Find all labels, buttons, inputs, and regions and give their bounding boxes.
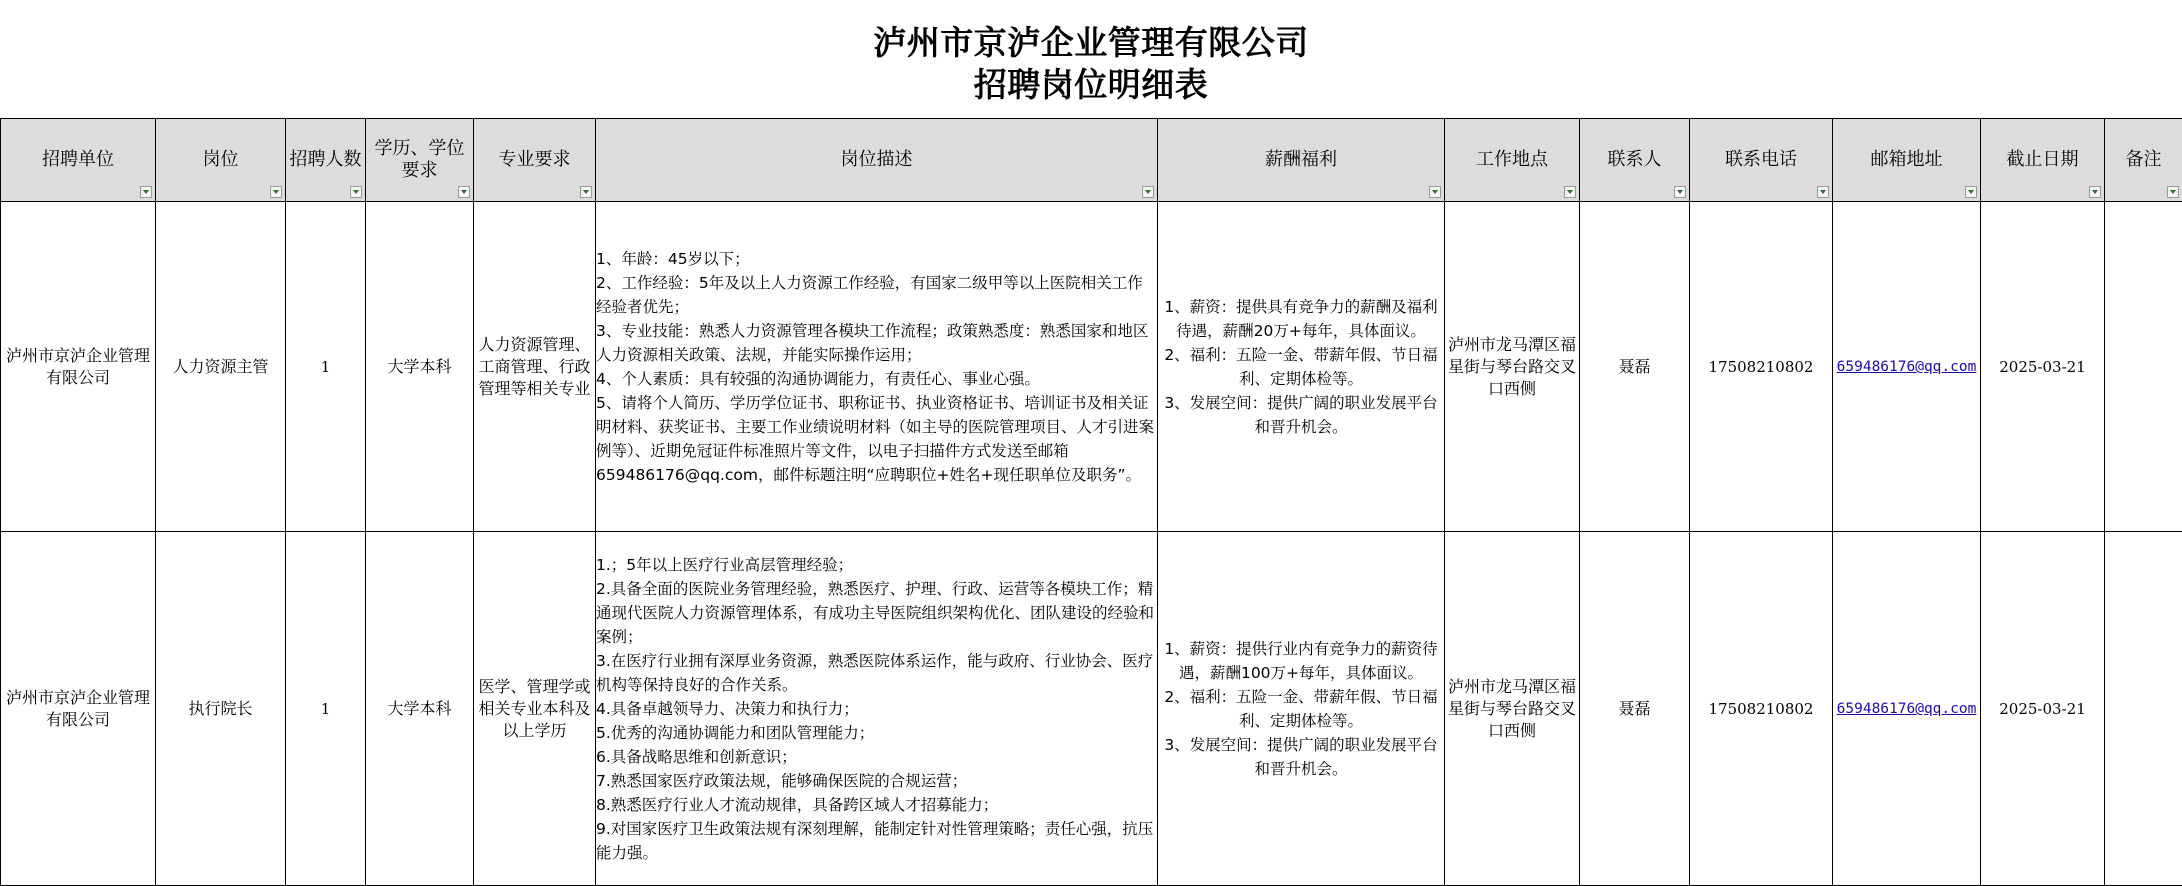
cell-phone: 17508210802 <box>1690 202 1833 532</box>
title-company: 泸州市京泸企业管理有限公司 <box>0 22 2182 64</box>
benefit-line: 1、薪资：提供行业内有竞争力的薪资待遇，薪酬100万+每年，具体面议。 <box>1158 637 1444 685</box>
table-row <box>1 202 2182 532</box>
cell-position: 人力资源主管 <box>156 202 286 532</box>
benefit-line: 2、福利：五险一金、带薪年假、节日福利、定期体检等。 <box>1158 343 1444 391</box>
cell-location: 泸州市龙马潭区福星街与琴台路交叉口西侧 <box>1445 532 1580 886</box>
cell-deadline: 2025-03-21 <box>1981 202 2105 532</box>
header-major: 专业要求 <box>474 119 596 202</box>
header-phone: 联系电话 <box>1690 119 1833 202</box>
cell-description <box>596 202 1158 532</box>
cell-unit: 泸州市京泸企业管理有限公司 <box>1 202 156 532</box>
header-location: 工作地点 <box>1445 119 1580 202</box>
cell-count: 1 <box>286 532 366 886</box>
filter-dropdown-icon[interactable] <box>1817 186 1829 198</box>
cell-major: 医学、管理学或相关专业本科及以上学历 <box>474 532 596 886</box>
filter-dropdown-icon[interactable] <box>2167 186 2179 198</box>
filter-dropdown-icon[interactable] <box>580 186 592 198</box>
cell-count: 1 <box>286 202 366 532</box>
filter-dropdown-icon[interactable] <box>350 186 362 198</box>
description-line: 2、工作经验：5年及以上人力资源工作经验，有国家二级甲等以上医院相关工作经验者优先； <box>596 271 1157 319</box>
cell-unit: 泸州市京泸企业管理有限公司 <box>1 532 156 886</box>
cell-contact: 聂磊 <box>1580 202 1690 532</box>
recruitment-table <box>0 118 2182 886</box>
benefit-line: 3、发展空间：提供广阔的职业发展平台和晋升机会。 <box>1158 733 1444 781</box>
cell-education: 大学本科 <box>366 202 474 532</box>
cell-contact: 聂磊 <box>1580 532 1690 886</box>
cell-deadline: 2025-03-21 <box>1981 532 2105 886</box>
filter-dropdown-icon[interactable] <box>1965 186 1977 198</box>
cell-email <box>1833 202 1981 532</box>
header-remarks: 备注 <box>2105 119 2182 202</box>
cell-email <box>1833 532 1981 886</box>
description-line: 4、个人素质：具有较强的沟通协调能力，有责任心、事业心强。 <box>596 367 1157 391</box>
cell-remarks <box>2105 202 2182 532</box>
cell-description <box>596 532 1158 886</box>
description-line: 3.在医疗行业拥有深厚业务资源，熟悉医院体系运作，能与政府、行业协会、医疗机构等保持良好的合作关系。 <box>596 649 1157 697</box>
title-subtitle: 招聘岗位明细表 <box>0 64 2182 106</box>
table-row <box>1 532 2182 886</box>
cell-phone: 17508210802 <box>1690 532 1833 886</box>
description-line: 1、年龄：45岁以下； <box>596 247 1157 271</box>
filter-dropdown-icon[interactable] <box>140 186 152 198</box>
cell-remarks <box>2105 532 2182 886</box>
description-line: 5、请将个人简历、学历学位证书、职称证书、执业资格证书、培训证书及相关证明材料、获奖证书、主要工作业绩说明材料（如主导的医院管理项目、人才引进案例等）、近期免冠证件标准照片等文件，以电子扫描件方式发送至邮箱659486176@qq.com，邮件标题注明“应聘职位+姓名+现任职单位及职务”。 <box>596 391 1157 487</box>
header-education: 学历、学位要求 <box>366 119 474 202</box>
filter-dropdown-icon[interactable] <box>1429 186 1441 198</box>
filter-dropdown-icon[interactable] <box>1674 186 1686 198</box>
filter-dropdown-icon[interactable] <box>270 186 282 198</box>
description-line: 6.具备战略思维和创新意识； <box>596 745 1157 769</box>
filter-dropdown-icon[interactable] <box>1142 186 1154 198</box>
cell-major: 人力资源管理、工商管理、行政管理等相关专业 <box>474 202 596 532</box>
header-contact: 联系人 <box>1580 119 1690 202</box>
header-deadline: 截止日期 <box>1981 119 2105 202</box>
header-position: 岗位 <box>156 119 286 202</box>
description-line: 5.优秀的沟通协调能力和团队管理能力； <box>596 721 1157 745</box>
cell-benefits <box>1158 202 1445 532</box>
sheet-title <box>0 22 2182 106</box>
header-count: 招聘人数 <box>286 119 366 202</box>
description-line: 1.；5年以上医疗行业高层管理经验； <box>596 553 1157 577</box>
header-email: 邮箱地址 <box>1833 119 1981 202</box>
benefit-line: 3、发展空间：提供广阔的职业发展平台和晋升机会。 <box>1158 391 1444 439</box>
filter-dropdown-icon[interactable] <box>1564 186 1576 198</box>
filter-dropdown-icon[interactable] <box>2089 186 2101 198</box>
filter-dropdown-icon[interactable] <box>458 186 470 198</box>
header-row <box>1 119 2182 202</box>
description-line: 2.具备全面的医院业务管理经验，熟悉医疗、护理、行政、运营等各模块工作；精通现代医院人力资源管理体系，有成功主导医院组织架构优化、团队建设的经验和案例； <box>596 577 1157 649</box>
cell-position: 执行院长 <box>156 532 286 886</box>
description-line: 8.熟悉医疗行业人才流动规律，具备跨区域人才招募能力； <box>596 793 1157 817</box>
header-benefits: 薪酬福利 <box>1158 119 1445 202</box>
header-unit: 招聘单位 <box>1 119 156 202</box>
email-link[interactable]: 659486176@qq.com <box>1837 356 1977 378</box>
description-line: 9.对国家医疗卫生政策法规有深刻理解，能制定针对性管理策略；责任心强，抗压能力强。 <box>596 817 1157 865</box>
description-line: 7.熟悉国家医疗政策法规，能够确保医院的合规运营； <box>596 769 1157 793</box>
benefit-line: 1、薪资：提供具有竞争力的薪酬及福利待遇，薪酬20万+每年，具体面议。 <box>1158 295 1444 343</box>
description-line: 3、专业技能：熟悉人力资源管理各模块工作流程；政策熟悉度：熟悉国家和地区人力资源相关政策、法规，并能实际操作运用； <box>596 319 1157 367</box>
benefit-line: 2、福利：五险一金、带薪年假、节日福利、定期体检等。 <box>1158 685 1444 733</box>
description-line: 4.具备卓越领导力、决策力和执行力； <box>596 697 1157 721</box>
cell-location: 泸州市龙马潭区福星街与琴台路交叉口西侧 <box>1445 202 1580 532</box>
cell-benefits <box>1158 532 1445 886</box>
email-link[interactable]: 659486176@qq.com <box>1837 698 1977 720</box>
header-description: 岗位描述 <box>596 119 1158 202</box>
cell-education: 大学本科 <box>366 532 474 886</box>
